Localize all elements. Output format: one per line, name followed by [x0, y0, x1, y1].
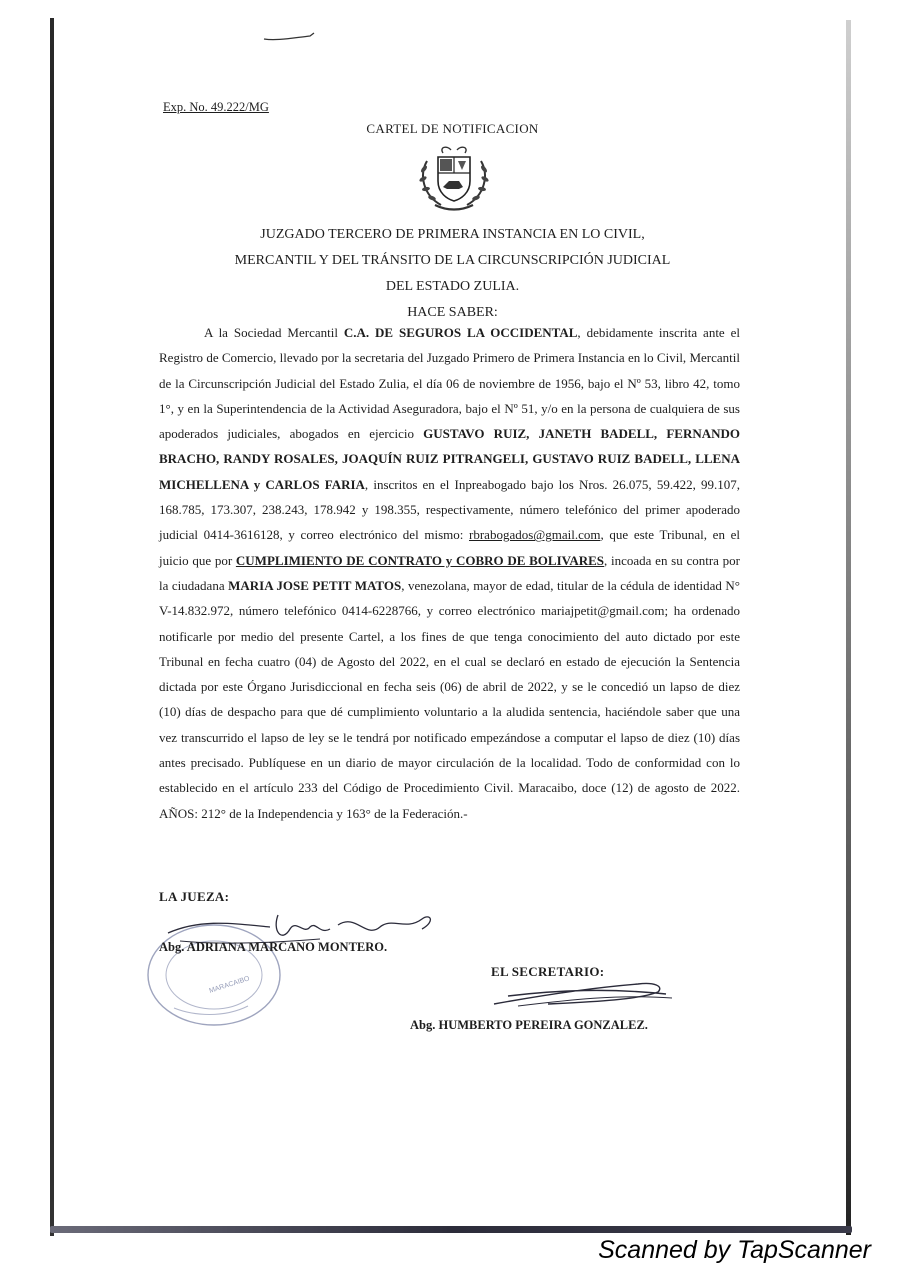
scan-border-right: [846, 20, 851, 1235]
exp-number: Exp. No. 49.222/MG: [163, 100, 269, 114]
body-text-1: A la Sociedad Mercantil: [204, 325, 344, 340]
pen-mark: [262, 30, 318, 44]
secretary-label: EL SECRETARIO:: [491, 964, 605, 979]
secretary-signature: [488, 978, 678, 1012]
body-text-2: , debidamente inscrita ante el Registro de Comercio, llevado por la secretaria del Juzgado Primero de Primera Instancia en lo Civil, Mercantil de la Circunscripción Judicial del Estado Zulia, el día 06 de noviembre de 1956, bajo el Nº 53, libro 42, tomo 1°, y en la Superintendencia de la Actividad Aseguradora, bajo el Nº 51, y/o en la persona de cualquiera de sus apoderados judiciales, abogados en ejercicio: [159, 325, 740, 442]
secretary-name: Abg. HUMBERTO PEREIRA GONZALEZ.: [410, 1018, 648, 1032]
body-text-5: , incoada en su contra por la ciudadana: [159, 552, 741, 593]
body-text-6: , venezolana, mayor de edad, titular de la cédula de identidad N° V-14.832.972, número telefónico 0414-6228766, y correo electrónico mariajpetit@gmail.com; ha ordenado notificarle por medio del presente Cartel, a los fines de que tenga conocimiento del auto dictado por este Tribunal en fecha cuatro (04) de Agosto del 2022, en el cual se declaró en estado de ejecución la Sentencia dictada por este Órgano Jurisdiccional en fecha seis (06) de abril de 2022, y se le concedió un lapso de diez (10) días de despacho para que dé cumplimiento voluntario a la aludida sentencia, haciéndole saber que una vez transcurrido el lapso de ley se le tendrá por notificado empezándose a computar el lapso de diez (10) días antes precisado. Publíquese en un diario de mayor circulación de la localidad. Todo de conformidad con lo establecido en el artículo 233 del Código de Procedimiento Civil. Maracaibo, doce (12) de agosto de 2022. AÑOS: 212° de la Independencia y 163° de la Federación.-: [159, 577, 740, 821]
scan-border-bottom: [50, 1226, 852, 1233]
scan-border-left: [50, 18, 54, 1236]
judge-name: Abg. ADRIANA MARCANO MONTERO.: [159, 940, 388, 954]
body-text-4: , que este Tribunal, en el juicio que por: [159, 527, 740, 568]
court-line: DEL ESTADO ZULIA.: [385, 279, 520, 294]
notification-body: [159, 320, 740, 826]
document-title: CARTEL DE NOTIFICACION: [366, 121, 539, 136]
plaintiff-name: MARIA JOSE PETIT MATOS: [228, 577, 402, 593]
attorney-email: rbrabogados@gmail.com: [469, 527, 601, 543]
court-header: [0, 222, 905, 326]
scanner-watermark: Scanned by TapScanner: [598, 1236, 871, 1264]
body-text-3: , inscritos en el Inpreabogado bajo los Nros. 26.075, 59.422, 99.107, 168.785, 173.307, 238.243, 178.942 y 198.355, respectivamente, número telefónico del primer apoderado judicial 0414-3616128, y correo electrónico del mismo:: [159, 476, 740, 543]
court-line: MERCANTIL Y DEL TRÁNSITO DE LA CIRCUNSCRIPCIÓN JUDICIAL: [234, 253, 671, 268]
cause-of-action: CUMPLIMIENTO DE CONTRATO y COBRO DE BOLIVARES: [235, 552, 605, 568]
attorney-names: GUSTAVO RUIZ, JANETH BADELL, FERNANDO BRACHO, RANDY ROSALES, JOAQUÍN RUIZ PITRANGELI, GUSTAVO RUIZ BADELL, LLENA MICHELLENA y CARLOS FARIA: [159, 426, 740, 492]
judge-label: LA JUEZA:: [159, 889, 230, 904]
company-name: C.A. DE SEGUROS LA OCCIDENTAL: [343, 325, 578, 340]
stamp-text: MARACAIBO: [208, 975, 251, 995]
court-line: JUZGADO TERCERO DE PRIMERA INSTANCIA EN LO CIVIL,: [260, 227, 645, 242]
hace-saber: HACE SABER:: [407, 305, 498, 320]
venezuela-coat-of-arms-icon: [413, 143, 495, 213]
